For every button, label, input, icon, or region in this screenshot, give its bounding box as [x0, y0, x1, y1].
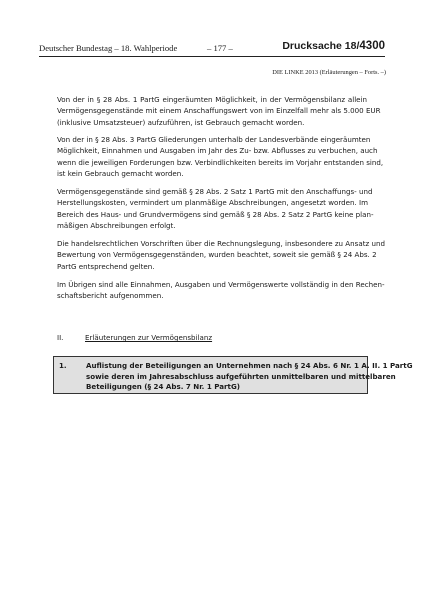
text-line: mäßigen Abschreibungen erfolgt. [57, 221, 176, 231]
section-heading [57, 332, 367, 343]
subsection-heading-box [53, 356, 413, 394]
subsection-number: 1. [59, 361, 67, 370]
text-line: Die handelsrechtlichen Vorschriften über die Rechnungslegung, insbesondere zu Ansatz und [57, 239, 385, 248]
text-line: Von der in § 28 Abs. 3 PartG Gliederungen unterhalb der Landesverbände eingeräumten [57, 135, 371, 144]
text-line: ist kein Gebrauch gemacht worden. [57, 169, 184, 179]
header-rule [39, 56, 385, 57]
text-line: wenn die jeweiligen Forderungen bzw. Verbindlichkeiten bereits im Vorjahr entstanden sind, [57, 157, 384, 167]
header-document-number [282, 40, 385, 52]
text-line: Herstellungskosten, vermindert um planmäßige Abschreibungen, angesetzt worden. Im [57, 198, 369, 208]
text-line: Bewertung von Vermögensgegenständen, wurden beachtet, soweit sie gemäß § 24 Abs. 2 [57, 250, 377, 260]
paragraph [57, 134, 384, 180]
paragraph [57, 279, 385, 302]
section-title: Erläuterungen zur Vermögensbilanz [85, 333, 213, 342]
text-line: Möglichkeit, Einnahmen und Ausgaben im Jahr des Zu- bzw. Abflusses zu verbuchen, auch [57, 146, 378, 156]
page-header [39, 40, 385, 56]
text-line: Bereich des Haus- und Grundvermögens sind gemäß § 28 Abs. 2 Satz 2 PartG keine plan- [57, 209, 374, 219]
section-running-head: DIE LINKE 2013 (Erläuterungen – Forts. –) [272, 69, 386, 76]
header-publisher: Deutscher Bundestag – 18. Wahlperiode [39, 43, 178, 53]
text-line: (inklusive Umsatzsteuer) aufzuführen, ist Gebrauch gemacht worden. [57, 117, 305, 127]
text-line: PartG entsprechend gelten. [57, 261, 155, 271]
section-number: II. [57, 333, 64, 342]
subsection-title [86, 361, 413, 393]
text-line: Von der in § 28 Abs. 1 PartG eingeräumten Möglichkeit, in der Vermögensbilanz allein [57, 95, 367, 104]
text-line: Vermögensgegenstände sind gemäß § 28 Abs. 2 Satz 1 PartG mit den Anschaffungs- und [57, 187, 373, 196]
header-page-number: – 177 – [207, 43, 233, 53]
header-doc-label: Drucksache 18/ [282, 40, 360, 52]
header-doc-number: 4300 [359, 40, 385, 52]
text-line: Vermögensgegenstände mit einem Anschaffungswert von im Einzelfall mehr als 5.000 EUR [57, 106, 381, 116]
subsection-title-line: Beteiligungen (§ 24 Abs. 7 Nr. 1 PartG) [86, 382, 241, 391]
text-line: Im Übrigen sind alle Einnahmen, Ausgaben und Vermögenswerte vollständig in den Rechen- [57, 280, 385, 289]
subsection-title-line: Auflistung der Beteiligungen an Unternehmen nach § 24 Abs. 6 Nr. 1 A. II. 1 PartG [86, 361, 413, 370]
subsection-title-line: sowie deren im Jahresabschluss aufgeführten unmittelbaren und mittelbaren [86, 371, 396, 381]
paragraph [57, 186, 374, 232]
paragraph [57, 238, 385, 272]
text-line: schaftsbericht aufgenommen. [57, 291, 164, 301]
paragraph [57, 94, 381, 128]
